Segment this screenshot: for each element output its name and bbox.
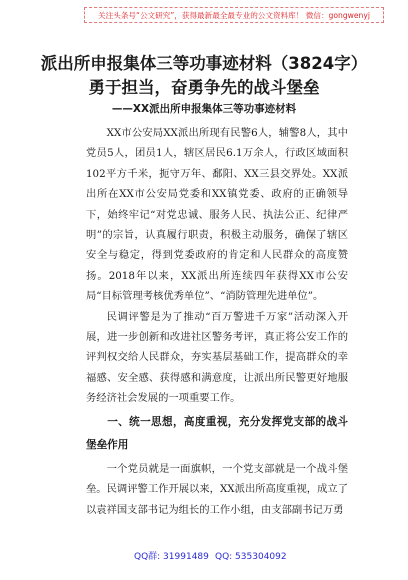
qq-group-label: QQ群: 31991489 [134,552,209,562]
document-title: 派出所申报集体三等功事迹材料（3824字） [40,54,368,73]
qq-contact-label: QQ: 535304092 [215,552,287,562]
header-banner: 关注头条号“公文研究”，获得最新最全最专业的公文资料库！ 微信：gongwenyj [84,7,384,23]
paragraph: 民调评警是为了推动“百万警进千万家”活动深入开展，进一步创新和改进社区警务考评，真正将公安工作的评判权交给人民群众，夯实基层基础工作，提高群众的幸福感、安全感、获得感和满意度，让派出所民警更好地服务经济社会发展的一项重要工作。 [86,310,348,405]
paragraph: 一个党员就是一面旗帜，一个党支部就是一个战斗堡垒。民调评警工作开展以来，XX派出所高度重视，成立了以袁祥国支部书记为组长的工作小组，由支部副书记万勇 [86,462,348,516]
document-title-line2: 勇于担当，奋勇争先的战斗堡垒 [88,78,320,97]
section-heading: 一、统一思想，高度重视，充分发挥党支部的战斗堡垒作用 [86,415,348,451]
paragraph: XX市公安局XX派出所现有民警6人，辅警8人，其中党员5人，团员1人，辖区居民6.1万余人，行政区域面积102平方千米，扼守万年、鄱阳、XX三县交界处。XX派出所在XX市公安局党委和XX镇党委、政府的正确领导下，始终牢记“对党忠诚、服务人民、执法公正、纪律严明”的宗旨，认真履行职责，积极主动服务，确保了辖区安全与稳定，得到党委政府的肯定和人民群众的高度赞扬。2018年以来，XX派出所连续四年获得XX市公安局“目标管理考核优秀单位”、“消防管理先进单位”。 [86,127,348,303]
document-body [86,123,348,520]
document-subtitle: ——XX派出所申报集体三等功事迹材料 [111,103,297,115]
